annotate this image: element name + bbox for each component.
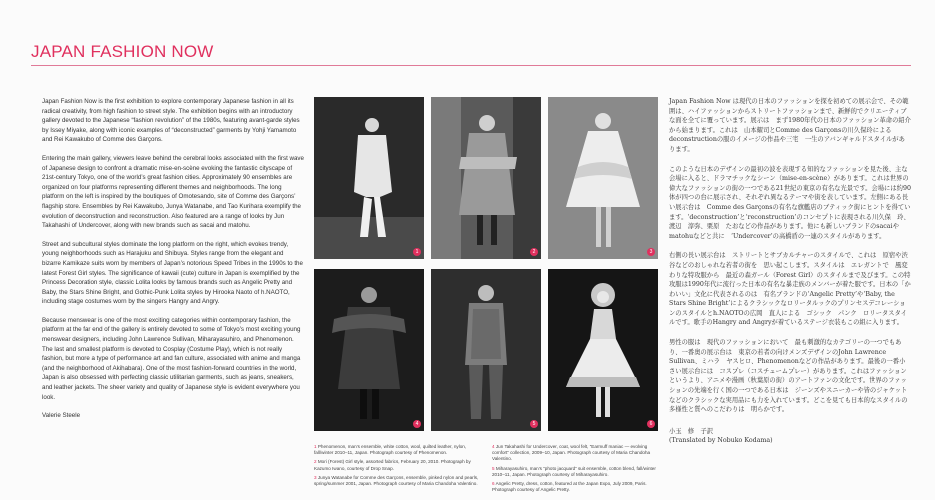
page-title: JAPAN FASHION NOW [31, 42, 214, 61]
photo-number-badge: 1 [413, 248, 421, 256]
runway-figure-image [314, 97, 424, 259]
photo-3-junya-watanabe [548, 97, 658, 259]
photo-number-badge: 5 [530, 420, 538, 428]
photo-5-miharayasuhiro [431, 269, 541, 431]
photo-6-angelic-pretty [548, 269, 658, 431]
author-signature: Valerie Steele [42, 412, 81, 420]
jp-paragraph-main-gallery: このような日本のデザインの最初の波を表現する知的なファッションを見た後、主な会場に入ると、ドラマチックなシーン（mise-en-scène）があります。これは世界の偉大なファッションの街の一つである21世紀の東京の有名な光景です。会場には約90体が四つの台に展示され、それぞれ異なるテーマや街を表しています。左側にある長い展示台は Comme des Garçonsの有名な旗艦店のブティック街にヒントを得ています。‘deconstruction’と‘reconstruction’のコンセプトに表現される川久保 玲、渡辺 淳弥、栗原 たおなどの作品があります。他にも新しいブランドのsacaiやmatohuなどと共に ‘Undercover’の高橋盾の一連のスタイルがあります。 [669, 165, 911, 240]
dress-figure-image [548, 97, 658, 259]
paragraph-menswear: Because menswear is one of the most exciting categories within contemporary fashion, the platform at the far end of the gallery is entirely devoted to some of Tokyo’s most exciting young menswear designers, including John Lawrence Sullivan, Miharayasuhiro, and Phenomenon. The last and smallest platform is devoted to Cosplay (Costume Play), which is not really fashion, but more a type of performance art and fan culture, associated with anime and manga (and the neighborhood of Akihabara). One of the most fashion-forward countries in the world, Japan is also obsessed with perfecting classic utilitarian garments, such as jeans, sneakers, and leather jackets. The sheer variety and quality of Japanese style is evident everywhere you look. [42, 316, 301, 401]
captions-right-column [492, 444, 660, 496]
caption-2: 2 Mori (Forest) Girl style, assorted fabrics, February 20, 2010. Photograph by Kazumo Iwano, courtesy of Drop Snap. [314, 459, 471, 471]
paragraph-street-style: Street and subcultural styles dominate the long platform on the right, which evokes trendy, young neighborhoods such as Harajuku and Shibuya. Styles range from the elegant and bizarre Kamikaze suits worn by members of Japan’s notorious Speed Tribes in the 1990s to the latest Forest Girl styles. The significance of kawaii (cute) culture in Japan is exemplified by the Princess Decoration style, classic Lolita looks by famous brands such as Angelic Pretty and Baby, the Stars Shine Bright, and Gothic-Punk Lolita styles by Hirooka Naoto of h.NAOTO, including stage costumes worn by the singers Hangry and Angry. [42, 240, 303, 306]
photo-4-undercover [314, 269, 424, 431]
caption-1: 1 Phenomenon, man’s ensemble, white cotton, wool, quilted leather, nylon, fall/winter 2010–11, Japan. Photograph courtesy of Phenomenon. [314, 444, 467, 456]
captions-left-column [314, 444, 482, 490]
caption-4: 4 Jun Takahashi for Undercover, coat, wool felt, “Earmuff maniac — evolving comfort” collection, 2009–10, Japan. Photograph courtesy of Maria Chandoha Valentino. [492, 444, 651, 462]
photo-1-phenomenon [314, 97, 424, 259]
photo-number-badge: 6 [647, 420, 655, 428]
photo-number-badge: 2 [530, 248, 538, 256]
translator-signature: 小玉 修 子訳 [669, 427, 714, 435]
jp-paragraph-street-style: 右側の長い展示台は ストリートとサブカルチャーのスタイルで、これは 原宿や渋谷などのおしゃれな若者の街を 思い起こします。スタイルは エレガントで 風変わりな特攻服から 最近の森ガール（Forest Girl）のスタイルまで及びます。この特攻服は1990年代に流行った日本の有名な暴走族のメンバーが着た服です。日本の「かわいい」文化に代表されるのは 有名ブランドの‘Angelic Pretty’や‘Baby, the Stars Shine Bright’によるクラシックなロリータルックのプリンセスデコレーションのスタイルとh.NAOTOの広岡 直人による ゴシック パンク ロリータスタイルです。歌手のHangry and Angryが着ているステージ衣装もこの組に入ります。 [669, 252, 911, 327]
caption-6: 6 Angelic Pretty, dress, cotton, featured at the Japan Expo, July 2009, Paris. Photograph courtesy of Angelic Pretty. [492, 481, 647, 493]
photo-2-forest-girl [431, 97, 541, 259]
caption-5: 5 Miharayasuhiro, man’s “photo jacquard” suit ensemble, cotton blend, fall/winter 2010–11, Japan. Photograph courtesy of Miharayasuhiro. [492, 465, 656, 477]
caption-3: 3 Junya Watanabe for Comme des Garçons, ensemble, pinked nylon and pearls, spring/summer 2001, Japan. Photograph courtesy of Maria Chandoha Valentino. [314, 474, 479, 487]
lolita-figure-image [548, 269, 658, 431]
street-figure-image [431, 97, 541, 259]
paragraph-intro: Japan Fashion Now is the first exhibition to explore contemporary Japanese fashion in all its radical creativity, from high fashion to street style. The exhibition begins with an introductory gallery devoted to the Japanese “fashion revolution” of the 1980s, featuring avant-garde styles by Issey Miyake, along with iconic examples of “deconstructed” garments by Yohji Yamamoto and Rei Kawakubo of Comme des Garçons. [42, 98, 300, 144]
suit-figure-image [431, 269, 541, 431]
coat-figure-image [314, 269, 424, 431]
english-text-column [42, 97, 304, 430]
japanese-text-column [669, 97, 911, 446]
title-divider [31, 65, 911, 66]
jp-paragraph-menswear: 男性の服は 現代のファッションにおいて 最も刺激的なカテゴリーの一つでもあり、一番奥の展示台は 東京の若者の向けメンズデザインのJohn Lawrence Sullivan、ミハラ ヤスヒロ、Phenomenonなどの作品があります。最後の一番小さい展示台には コスプレ（コスチュームプレー）があります。これはファッションというより、アニメや漫画（秋葉原の街）のアートファンの文化です。世界のファッションの先端を行く国の一つである日本は ジーンズやスニーカーや皆のジャケットなどのクラシックな実用品にも力を入れています。どこを見ても日本的なスタイルの多様性と質へのこだわりは 明らかです。 [669, 339, 908, 414]
jp-paragraph-intro: Japan Fashion Now は現代の日本のファッションを探を初めての展示会で、その範囲は、ハイファッションからストリートファッションまで、新鮮的でクリエーティブな面を全てに覆っています。展示は まず1980年代の日本のファッション革命の紹介から始まります。これは 山本耀司とComme des Garçonsの川久保玲によるdeconstructionの服のイメージの作品や三宅 一生のアバンギャルドスタイルがあります。 [669, 98, 911, 153]
photo-number-badge: 3 [647, 248, 655, 256]
photo-number-badge: 4 [413, 420, 421, 428]
paragraph-main-gallery: Entering the main gallery, viewers leave behind the cerebral looks associated with the first wave of Japanese design to confront a dramatic mise-en-scène evoking the fantastic cityscape of 21st-century Tokyo, one of the world’s great fashion cities. Approximately 90 ensembles are organized on four platforms representing different themes and neighborhoods. The long platform on the left is inspired by the boutiques of Omotesando, site of Comme des Garçons’ flagship store. Ensembles by Rei Kawakubo, Junya Watanabe, and Tao Kurihara exemplify the evolution of deconstruction and reconstruction. Also featured are a range of looks by Jun Takahashi of Undercover, along with new brands such as sacai and matohu. [42, 154, 304, 230]
translator-credit: (Translated by Nobuko Kodama) [669, 437, 773, 445]
